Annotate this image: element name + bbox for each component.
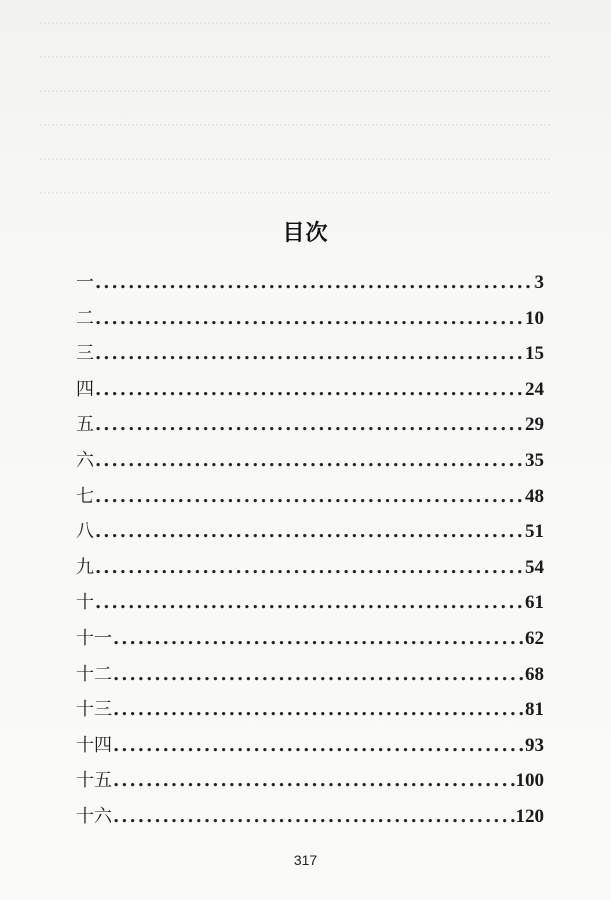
toc-leader-dots (94, 307, 525, 331)
toc-leader-dots (94, 449, 525, 473)
toc-entry[interactable] (76, 378, 544, 414)
toc-leader-dots (94, 520, 525, 544)
toc-entry-page: 62 (525, 627, 544, 649)
toc-entry-label: 十六 (76, 805, 112, 827)
toc-entry-page: 15 (525, 343, 544, 365)
show-through-line (40, 158, 550, 161)
toc-entry-page: 10 (525, 307, 544, 329)
toc-entry-page: 24 (525, 378, 544, 400)
toc-entry[interactable] (76, 591, 544, 627)
show-through-line (40, 56, 550, 59)
toc-entry-label: 十一 (76, 627, 112, 649)
toc-entry[interactable] (76, 698, 544, 734)
toc-leader-dots (112, 734, 525, 758)
toc-entry[interactable] (76, 734, 544, 770)
page-number: 317 (293, 852, 318, 868)
toc-entry-label: 十五 (76, 770, 112, 792)
show-through-line (40, 90, 550, 93)
toc-entry[interactable] (76, 485, 544, 521)
toc-entry-label: 七 (76, 485, 94, 507)
toc-entry[interactable] (76, 663, 544, 699)
toc-entry-label: 三 (76, 343, 94, 365)
show-through-line (40, 192, 550, 195)
toc-entry-label: 六 (76, 449, 94, 471)
toc-entry[interactable] (76, 769, 544, 805)
toc-entry[interactable] (76, 307, 544, 343)
toc-leader-dots (94, 485, 525, 509)
toc-entry-page: 51 (525, 521, 544, 543)
toc-entry-label: 十 (76, 592, 94, 614)
toc-entry-page: 3 (534, 272, 544, 293)
toc-entry-page: 100 (515, 770, 544, 792)
toc-entry[interactable] (76, 556, 544, 592)
toc-entry-label: 八 (76, 521, 94, 543)
toc-entry-page: 29 (525, 414, 544, 436)
toc-entry-page: 120 (515, 805, 544, 827)
toc-entry[interactable] (76, 413, 544, 449)
show-through-line (40, 22, 550, 25)
toc-entry-label: 十四 (76, 734, 112, 756)
toc-leader-dots (112, 698, 525, 722)
table-of-contents (76, 271, 544, 841)
toc-leader-dots (112, 769, 516, 793)
toc-leader-dots (94, 591, 525, 615)
toc-entry-label: 十三 (76, 699, 112, 721)
toc-entry[interactable] (76, 805, 544, 841)
toc-entry[interactable] (76, 449, 544, 485)
show-through-line (40, 124, 550, 127)
toc-entry-page: 81 (525, 699, 544, 721)
page-title: 目次 (282, 221, 329, 246)
toc-entry-page: 35 (525, 449, 544, 471)
toc-entry-label: 四 (76, 378, 94, 400)
toc-entry[interactable] (76, 627, 544, 663)
toc-leader-dots (94, 556, 525, 580)
toc-entry-page: 93 (525, 734, 544, 756)
toc-leader-dots (94, 378, 525, 402)
toc-leader-dots (94, 413, 525, 437)
toc-entry-label: 十二 (76, 663, 112, 685)
toc-entry[interactable] (76, 342, 544, 378)
toc-leader-dots (112, 627, 525, 651)
toc-leader-dots (94, 271, 535, 295)
toc-leader-dots (112, 663, 525, 687)
toc-entry-page: 68 (525, 663, 544, 685)
toc-entry[interactable] (76, 520, 544, 556)
toc-leader-dots (94, 342, 525, 366)
toc-entry-page: 61 (525, 592, 544, 614)
toc-entry-label: 九 (76, 556, 94, 578)
toc-entry-label: 二 (76, 307, 94, 329)
toc-entry-label: 一 (76, 272, 94, 293)
toc-entry[interactable] (76, 271, 544, 307)
toc-entry-label: 五 (76, 414, 94, 436)
toc-entry-page: 48 (525, 485, 544, 507)
toc-entry-page: 54 (525, 556, 544, 578)
toc-leader-dots (112, 805, 516, 829)
